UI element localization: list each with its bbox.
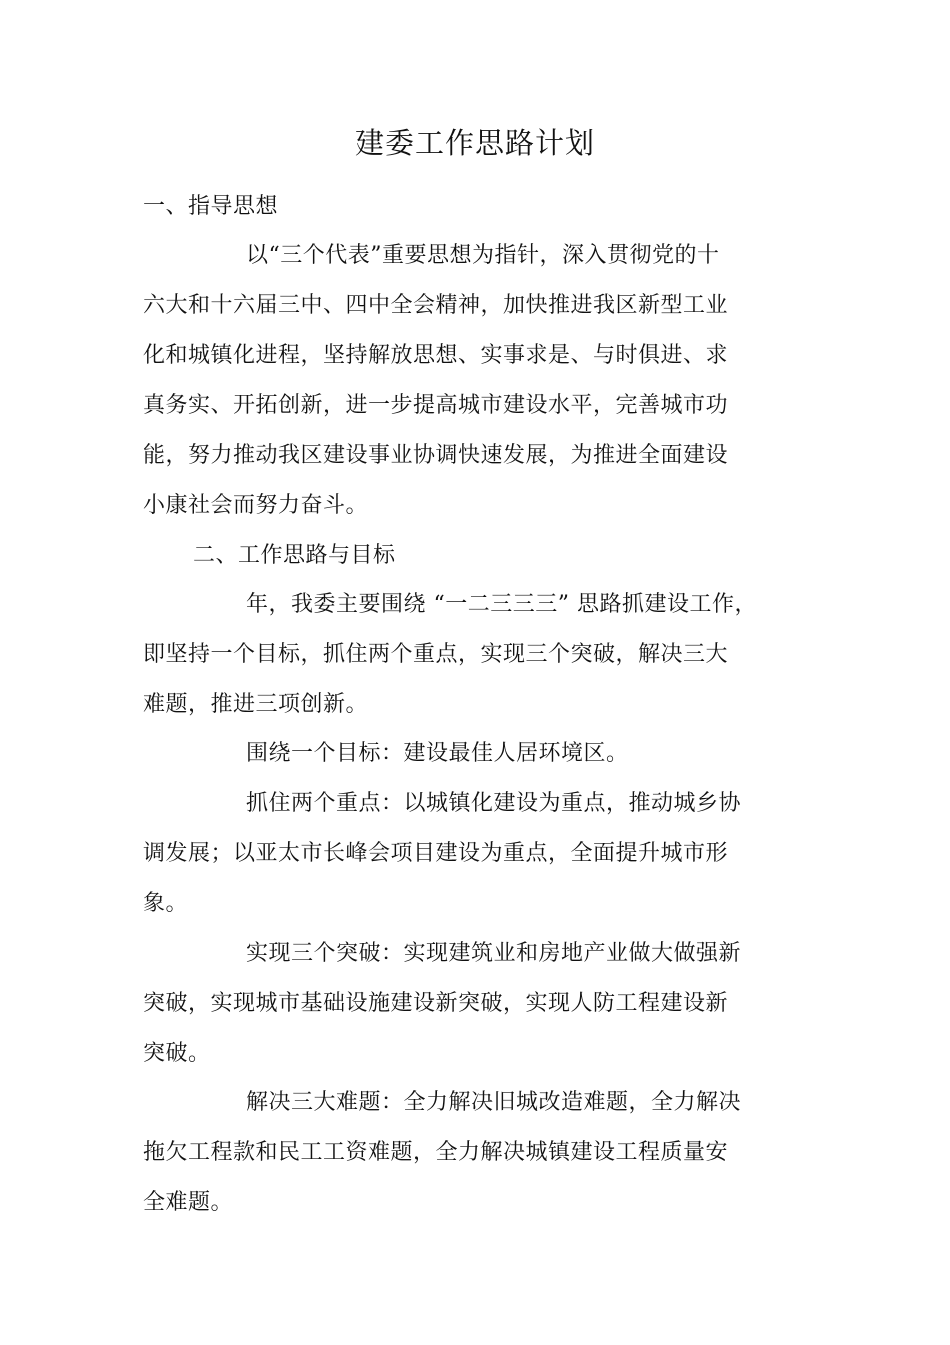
paragraph-line: 解决三大难题：全力解决旧城改造难题，全力解决 — [246, 1090, 742, 1115]
paragraph-line: 小康社会而努力奋斗。 — [143, 493, 369, 518]
paragraph-line: 真务实、开拓创新，进一步提高城市建设水平，完善城市功 — [143, 393, 729, 418]
paragraph-line: 年，我委主要围绕 “一二三三三” 思路抓建设工作， — [246, 592, 757, 617]
paragraph-line: 调发展；以亚太市长峰会项目建设为重点，全面提升城市形 — [143, 841, 729, 866]
paragraph-line: 以“三个代表”重要思想为指针，深入贯彻党的十 — [246, 243, 720, 268]
paragraph-line: 化和城镇化进程，坚持解放思想、实事求是、与时俱进、求 — [143, 343, 729, 368]
paragraph-line: 象。 — [143, 891, 189, 916]
section-heading-guiding-ideology: 一、指导思想 — [143, 194, 279, 219]
paragraph-line: 实现三个突破：实现建筑业和房地产业做大做强新 — [246, 941, 742, 966]
section-heading-work-ideas: 二、工作思路与目标 — [193, 543, 396, 568]
paragraph-line: 六大和十六届三中、四中全会精神，加快推进我区新型工业 — [143, 293, 729, 318]
paragraph-line: 即坚持一个目标，抓住两个重点，实现三个突破，解决三大 — [143, 642, 729, 667]
paragraph-line: 突破。 — [143, 1041, 211, 1066]
paragraph-line: 抓住两个重点：以城镇化建设为重点，推动城乡协 — [246, 791, 742, 816]
document-title: 建委工作思路计划 — [354, 126, 595, 160]
paragraph-line: 围绕一个目标：建设最佳人居环境区。 — [246, 741, 629, 766]
paragraph-line: 难题，推进三项创新。 — [143, 692, 369, 717]
paragraph-line: 能，努力推动我区建设事业协调快速发展，为推进全面建设 — [143, 443, 729, 468]
paragraph-line: 拖欠工程款和民工工资难题，全力解决城镇建设工程质量安 — [143, 1140, 729, 1165]
paragraph-line: 突破，实现城市基础设施建设新突破，实现人防工程建设新 — [143, 991, 729, 1016]
paragraph-line: 全难题。 — [143, 1190, 234, 1215]
